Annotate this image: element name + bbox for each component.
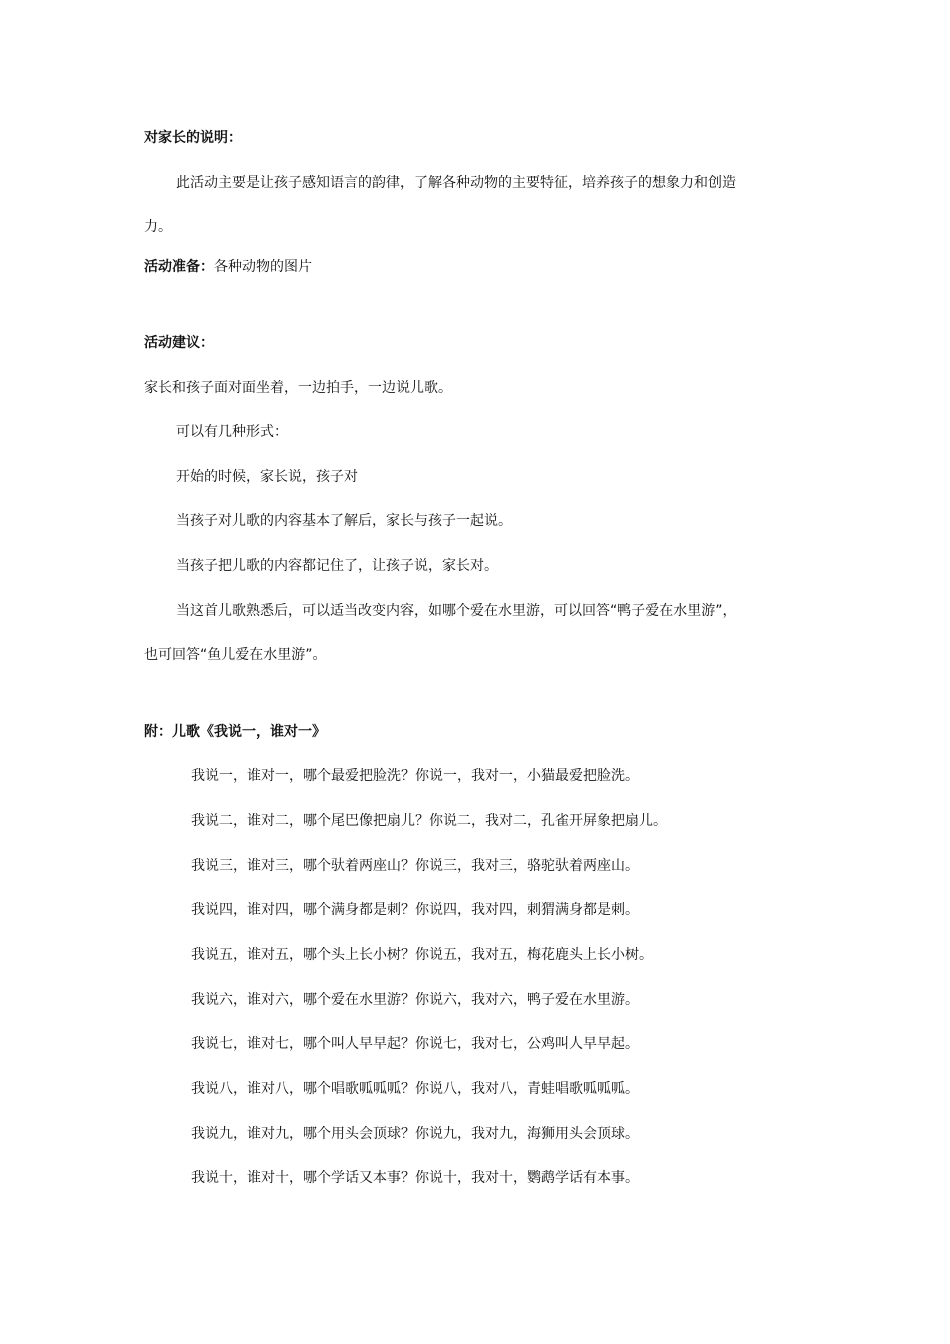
rhyme-verse: 我说九，谁对九，哪个用头会顶球？你说九，我对九，海狮用头会顶球。 xyxy=(191,1126,639,1142)
rhyme-verse: 我说二，谁对二，哪个尾巴像把扇儿？你说二，我对二，孔雀开屏象把扇儿。 xyxy=(191,813,667,829)
parent-note-body-line2: 力。 xyxy=(144,219,172,235)
parent-note-body-line1: 此活动主要是让孩子感知语言的韵律，了解各种动物的主要特征，培养孩子的想象力和创造 xyxy=(176,175,736,191)
suggestion-line: 当孩子对儿歌的内容基本了解后，家长与孩子一起说。 xyxy=(176,513,512,529)
rhyme-verse: 我说五，谁对五，哪个头上长小树？你说五，我对五，梅花鹿头上长小树。 xyxy=(191,947,653,963)
preparation-row xyxy=(144,257,312,277)
rhyme-verse: 我说一，谁对一，哪个最爱把脸洗？你说一，我对一，小猫最爱把脸洗。 xyxy=(191,768,639,784)
preparation-text: 各种动物的图片 xyxy=(214,259,312,275)
suggestion-line: 家长和孩子面对面坐着，一边拍手，一边说儿歌。 xyxy=(144,380,452,396)
suggestion-line: 开始的时候，家长说，孩子对 xyxy=(176,469,358,485)
suggestion-line: 也可回答“鱼儿爱在水里游”。 xyxy=(144,647,327,663)
suggestion-line: 当这首儿歌熟悉后，可以适当改变内容，如哪个爱在水里游，可以回答“鸭子爱在水里游”， xyxy=(176,603,737,619)
suggestion-line: 可以有几种形式： xyxy=(176,424,288,440)
rhyme-verse: 我说六，谁对六，哪个爱在水里游？你说六，我对六，鸭子爱在水里游。 xyxy=(191,992,639,1008)
rhyme-verse: 我说十，谁对十，哪个学话又本事？你说十，我对十，鹦鹉学话有本事。 xyxy=(191,1170,639,1186)
rhyme-verse: 我说三，谁对三，哪个驮着两座山？你说三，我对三，骆驼驮着两座山。 xyxy=(191,858,639,874)
rhyme-verse: 我说四，谁对四，哪个满身都是刺？你说四，我对四，刺猬满身都是刺。 xyxy=(191,902,639,918)
preparation-label: 活动准备： xyxy=(144,259,214,275)
rhyme-verse: 我说七，谁对七，哪个叫人早早起？你说七，我对七，公鸡叫人早早起。 xyxy=(191,1036,639,1052)
rhyme-verse: 我说八，谁对八，哪个唱歌呱呱呱？你说八，我对八，青蛙唱歌呱呱呱。 xyxy=(191,1081,639,1097)
suggestions-heading: 活动建议： xyxy=(144,335,214,351)
parent-note-heading: 对家长的说明： xyxy=(144,130,242,146)
suggestion-line: 当孩子把儿歌的内容都记住了，让孩子说，家长对。 xyxy=(176,558,498,574)
rhyme-heading: 附：儿歌《我说一，谁对一》 xyxy=(144,724,326,740)
